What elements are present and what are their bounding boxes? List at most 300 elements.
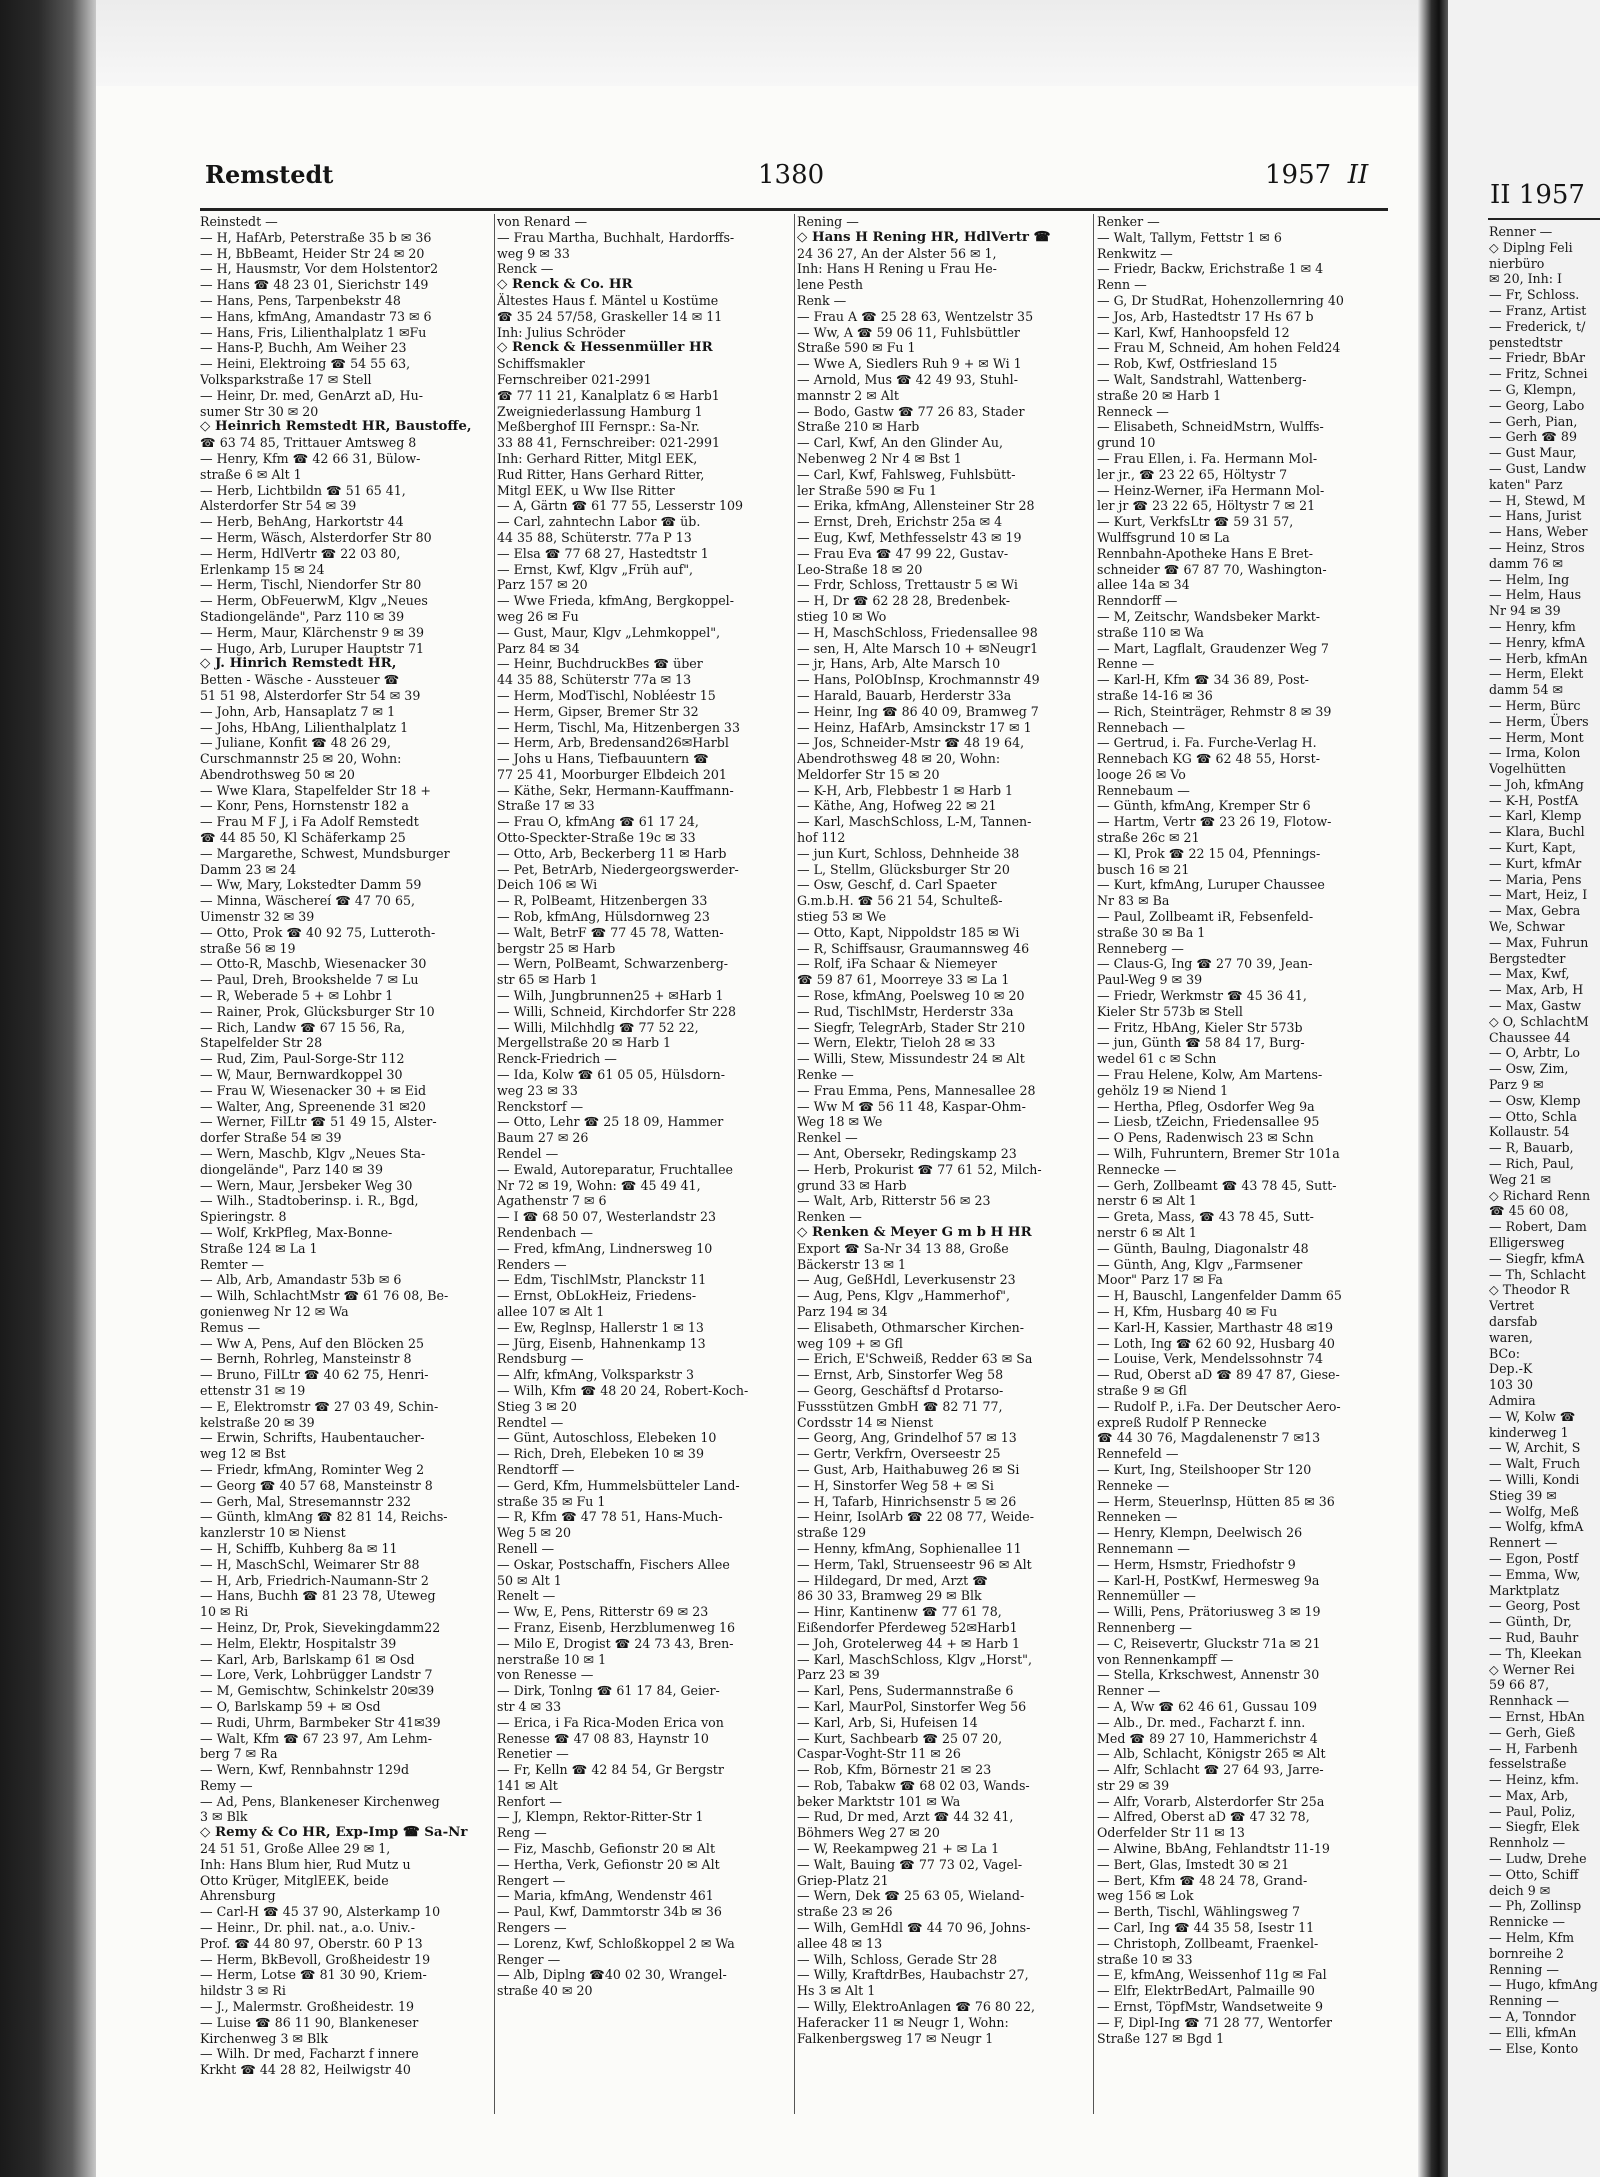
directory-entry: — Heinr, Ing ☎ 86 40 09, Bramweg 7	[797, 703, 1039, 719]
directory-entry: — Gerh, Pian,	[1489, 413, 1578, 429]
directory-entry: bornreihe 2	[1489, 1945, 1564, 1961]
book-edge-dark	[0, 0, 96, 2177]
directory-entry: Renne —	[1097, 656, 1155, 672]
directory-entry: — Henry, kfm	[1489, 618, 1576, 634]
directory-entry: Inh: Julius Schröder	[497, 324, 626, 340]
directory-entry: waren,	[1489, 1329, 1533, 1345]
directory-entry: — Ww A, Pens, Auf den Blöcken 25	[200, 1335, 425, 1351]
directory-entry: ler Straße 590 ✉ Fu 1	[797, 482, 938, 498]
directory-entry: Renneken —	[1097, 1509, 1178, 1525]
directory-entry: — Ew, Reglnsp, Hallerstr 1 ✉ 13	[497, 1319, 704, 1335]
directory-entry: — Wilh., Stadtoberinsp. i. R., Bgd,	[200, 1193, 419, 1209]
directory-entry: — Karl, MaschSchloss, L-M, Tannen-	[797, 814, 1032, 830]
directory-entry: — Erich, E'Schweiß, Redder 63 ✉ Sa	[797, 1351, 1033, 1367]
directory-entry: ◇ Remy & Co HR, Exp-Imp ☎ Sa-Nr	[200, 1825, 468, 1841]
directory-entry: — sen, H, Alte Marsch 10 + ✉Neugr1	[797, 640, 1039, 656]
directory-entry: Renckstorf —	[497, 1098, 584, 1114]
directory-entry: — Herm, Übers	[1489, 713, 1589, 729]
directory-entry: Betten - Wäsche - Aussteuer ☎	[200, 672, 400, 688]
directory-entry: Renker —	[1097, 214, 1160, 229]
directory-entry: — Wilh, Jungbrunnen25 + ✉Harb 1	[497, 988, 724, 1004]
directory-entry: — Jos, Arb, Hastedtstr 17 Hs 67 b	[1097, 308, 1314, 324]
directory-entry: Bergstedter	[1489, 950, 1566, 966]
directory-entry: — H, Dr ☎ 62 28 28, Bredenbek-	[797, 593, 1011, 609]
directory-entry: — Heinr, BuchdruckBes ☎ über	[497, 656, 703, 672]
directory-entry: Haferacker 11 ✉ Neugr 1, Wohn:	[797, 2014, 1009, 2030]
directory-entry: — Friedr, BbAr	[1489, 350, 1585, 366]
directory-entry: straße 26c ✉ 21	[1097, 830, 1200, 846]
directory-entry: ☎ 77 11 21, Kanalplatz 6 ✉ Harb1	[497, 387, 720, 403]
directory-entry: stieg 53 ✉ We	[797, 909, 887, 925]
directory-entry: Fussstützen GmbH ☎ 82 71 77,	[797, 1398, 1003, 1414]
year-volume	[1265, 160, 1368, 200]
directory-entry: — Maria, Pens	[1489, 871, 1582, 887]
directory-entry: — Herb, BehAng, Harkortstr 44	[200, 514, 404, 530]
directory-entry: — Kurt, Ing, Steilshooper Str 120	[1097, 1461, 1312, 1477]
directory-entry: Caspar-Voght-Str 11 ✉ 26	[797, 1746, 961, 1762]
directory-entry: — Ernst, TöpfMstr, Wandsetweite 9	[1097, 1999, 1324, 2015]
directory-column-3	[797, 214, 1097, 2134]
directory-entry: Admira	[1489, 1392, 1536, 1408]
directory-entry: — Karl-H, Kassier, Marthastr 48 ✉19	[1097, 1319, 1334, 1335]
directory-entry: Schiffsmakler	[497, 356, 585, 372]
directory-entry: — Fred, kfmAng, Lindnersweg 10	[497, 1240, 713, 1256]
directory-entry: Agathenstr 7 ✉ 6	[497, 1193, 607, 1209]
directory-entry: — Margarethe, Schwest, Mundsburger	[200, 845, 450, 861]
directory-entry: Med ☎ 89 27 10, Hammerichstr 4	[1097, 1730, 1318, 1746]
directory-entry: — Hans, Fris, Lilienthalplatz 1 ✉Fu	[200, 324, 427, 340]
directory-entry: — Heinz-Werner, iFa Hermann Mol-	[1097, 482, 1325, 498]
directory-entry: str 4 ✉ 33	[497, 1698, 562, 1714]
directory-entry: — Helm, Ing	[1489, 571, 1570, 587]
directory-entry: Nr 72 ✉ 19, Wohn: ☎ 45 49 41,	[497, 1177, 701, 1193]
directory-entry: — Lorenz, Kwf, Schloßkoppel 2 ✉ Wa	[497, 1935, 735, 1951]
directory-entry: von Renesse —	[497, 1667, 594, 1683]
directory-entry: — Walt, Sandstrahl, Wattenberg-	[1097, 371, 1307, 387]
directory-entry: ☎ 44 30 76, Magdalenenstr 7 ✉13	[1097, 1430, 1321, 1446]
directory-entry: Paul-Weg 9 ✉ 39	[1097, 972, 1203, 988]
directory-entry: — H, MaschSchloss, Friedensallee 98	[797, 624, 1038, 640]
directory-entry: Weg 18 ✉ We	[797, 1114, 883, 1130]
directory-entry: — Herm, Bürc	[1489, 697, 1581, 713]
directory-entry: — Joh, Grotelerweg 44 + ✉ Harb 1	[797, 1635, 1021, 1651]
directory-entry: Stieg 39 ✉	[1489, 1487, 1557, 1503]
directory-entry: schneider ☎ 67 87 70, Washington-	[1097, 561, 1327, 577]
directory-entry: — Wilh, GemHdl ☎ 44 70 96, Johns-	[797, 1920, 1031, 1936]
directory-entry: — Siegfr, TelegrArb, Stader Str 210	[797, 1019, 1026, 1035]
directory-entry: Spieringstr. 8	[200, 1209, 287, 1225]
directory-entry: — R, Schiffsausr, Graumannsweg 46	[797, 940, 1030, 956]
directory-entry: Böhmers Weg 27 ✉ 20	[797, 1825, 940, 1841]
directory-entry: — John, Arb, Hansaplatz 7 ✉ 1	[200, 703, 396, 719]
directory-entry: — Rud, Zim, Paul-Sorge-Str 112	[200, 1051, 405, 1067]
directory-entry: — Wilh, SchlachtMstr ☎ 61 76 08, Be-	[200, 1288, 449, 1304]
directory-entry: — Rob, Kwf, Ostfriesland 15	[1097, 356, 1278, 372]
directory-entry: — Herm, Lotse ☎ 81 30 90, Kriem-	[200, 1967, 427, 1983]
top-margin	[96, 0, 1418, 86]
directory-entry: straße 30 ✉ Ba 1	[1097, 924, 1206, 940]
directory-entry: — Erwin, Schrifts, Haubentaucher-	[200, 1430, 425, 1446]
directory-entry: — Herm, Gipser, Bremer Str 32	[497, 703, 699, 719]
directory-entry: ☎ 59 87 61, Moorreye 33 ✉ La 1	[797, 972, 1010, 988]
directory-entry: — Fritz, Schnei	[1489, 366, 1588, 382]
directory-entry: Vogelhütten	[1489, 761, 1566, 777]
directory-entry: — Hugo, kfmAng	[1489, 1977, 1598, 1993]
directory-entry: — Ww, E, Pens, Ritterstr 69 ✉ 23	[497, 1604, 709, 1620]
directory-entry: — Eug, Kwf, Methfesselstr 43 ✉ 19	[797, 529, 1022, 545]
directory-entry: wedel 61 c ✉ Schn	[1097, 1051, 1217, 1067]
directory-entry: — H, Kfm, Husbarg 40 ✉ Fu	[1097, 1303, 1278, 1319]
directory-entry: — Frau O, kfmAng ☎ 61 17 24,	[497, 814, 699, 830]
directory-entry: — Walt, Bauing ☎ 77 73 02, Vagel-	[797, 1856, 1023, 1872]
directory-entry: — Jürg, Eisenb, Hahnenkamp 13	[497, 1335, 706, 1351]
directory-entry: — Ernst, Dreh, Erichstr 25a ✉ 4	[797, 514, 1003, 530]
directory-entry: Ahrensburg	[200, 1888, 276, 1904]
directory-entry: Abendrothsweg 50 ✉ 20	[200, 766, 355, 782]
directory-entry: — Georg, Ang, Grindelhof 57 ✉ 13	[797, 1430, 1017, 1446]
directory-entry: — Max, Arb, H	[1489, 982, 1584, 998]
directory-entry: — A, Gärtn ☎ 61 77 55, Lesserstr 109	[497, 498, 744, 514]
directory-entry: — Rose, kfmAng, Poelsweg 10 ✉ 20	[797, 988, 1025, 1004]
directory-entry: — J., Malermstr. Großheidestr. 19	[200, 1999, 415, 2015]
directory-entry: — Frau Emma, Pens, Mannesallee 28	[797, 1082, 1036, 1098]
directory-entry: — L, Stellm, Glücksburger Str 20	[797, 861, 1010, 877]
directory-entry: ◇ Renck & Hessenmüller HR	[497, 340, 713, 356]
directory-entry: — Wilh, Kfm ☎ 48 20 24, Robert-Koch-	[497, 1382, 749, 1398]
directory-entry: — Karl, Pens, Sudermannstraße 6	[797, 1683, 1014, 1699]
directory-entry: — Wern, Maschb, Klgv „Neues Sta-	[200, 1146, 426, 1162]
directory-entry: Straße 17 ✉ 33	[497, 798, 595, 814]
directory-entry: Renell —	[497, 1540, 555, 1556]
directory-entry: — Otto, Schla	[1489, 1108, 1577, 1124]
directory-entry: — Herm, BkBevoll, Großheidestr 19	[200, 1951, 431, 1967]
directory-entry: — Günth, Dr,	[1489, 1614, 1572, 1630]
directory-entry: Straße 127 ✉ Bgd 1	[1097, 2030, 1225, 2046]
directory-entry: — C, Reisevertr, Gluckstr 71a ✉ 21	[1097, 1635, 1321, 1651]
directory-entry: — Alfred, Oberst aD ☎ 47 32 78,	[1097, 1809, 1310, 1825]
directory-entry: — Elli, kfmAn	[1489, 2024, 1577, 2040]
directory-entry: Weg 5 ✉ 20	[497, 1525, 572, 1541]
directory-entry: — Max, Gebra	[1489, 903, 1581, 919]
directory-entry: — Herb, Prokurist ☎ 77 61 52, Milch-	[797, 1161, 1042, 1177]
directory-entry: 44 35 88, Schüterstr. 77a P 13	[497, 529, 692, 545]
directory-entry: — Karl, Kwf, Hanhoopsfeld 12	[1097, 324, 1290, 340]
directory-entry: — Georg, Geschäftsf d Protarso-	[797, 1382, 1004, 1398]
directory-entry: — Rainer, Prok, Glücksburger Str 10	[200, 1003, 435, 1019]
directory-entry: Rendel —	[497, 1146, 559, 1162]
directory-entry: — Max, Arb,	[1489, 1787, 1569, 1803]
directory-entry: — Wilh. Dr med, Facharzt f innere	[200, 2046, 419, 2062]
directory-entry: Fernschreiber 021-2991	[497, 371, 652, 387]
directory-entry: Rennemüller —	[1097, 1588, 1196, 1604]
directory-entry: — Alb, Schlacht, Königstr 265 ✉ Alt	[1097, 1746, 1326, 1762]
directory-entry: — Hans ☎ 48 23 01, Sierichstr 149	[200, 277, 429, 293]
directory-entry: str 65 ✉ Harb 1	[497, 972, 598, 988]
directory-entry: Rendtel —	[497, 1414, 564, 1430]
directory-entry: Marktplatz	[1489, 1582, 1560, 1598]
directory-entry: — Wolf, KrkPfleg, Max-Bonne-	[200, 1225, 393, 1240]
directory-entry: weg 26 ✉ Fu	[497, 608, 579, 624]
directory-entry: — Käthe, Ang, Hofweg 22 ✉ 21	[797, 798, 997, 814]
directory-entry: nerstraße 10 ✉ 1	[497, 1651, 607, 1667]
directory-entry: straße 129	[797, 1525, 866, 1541]
directory-entry: — Gerh, Mal, Stresemannstr 232	[200, 1493, 412, 1509]
directory-entry: — Paul, Dreh, Brookshelde 7 ✉ Lu	[200, 972, 419, 988]
directory-entry: — H, Hausmstr, Vor dem Holstentor2	[200, 261, 439, 277]
directory-entry: — Johs u Hans, Tiefbauuntern ☎	[497, 751, 709, 767]
directory-entry: — Milo E, Drogist ☎ 24 73 43, Bren-	[497, 1635, 734, 1651]
directory-entry: — Frdr, Schloss, Trettaustr 5 ✉ Wi	[797, 577, 1018, 593]
directory-entry: Straße 124 ✉ La 1	[200, 1240, 318, 1256]
directory-entry: Renning —	[1489, 1993, 1559, 2009]
directory-entry: — Heinz, Dr, Prok, Sievekingdamm22	[200, 1619, 441, 1635]
facing-header-rule	[1488, 218, 1600, 220]
directory-entry: — Otto, Kapt, Nippoldstr 185 ✉ Wi	[797, 924, 1020, 940]
directory-entry: damm 76 ✉	[1489, 555, 1564, 571]
directory-entry: — Carl-H ☎ 45 37 90, Alsterkamp 10	[200, 1904, 441, 1920]
directory-entry: — Wwe Klara, Stapelfelder Str 18 +	[200, 782, 431, 798]
directory-entry: — Frau Eva ☎ 47 99 22, Gustav-	[797, 545, 1009, 561]
directory-entry: — Günt, Autoschloss, Elebeken 10	[497, 1430, 717, 1446]
directory-entry: — Helm, Elektr, Hospitalstr 39	[200, 1635, 397, 1651]
directory-entry: — Maria, kfmAng, Wendenstr 461	[497, 1888, 714, 1904]
directory-entry: — Karl-H, PostKwf, Hermesweg 9a	[1097, 1572, 1320, 1588]
directory-entry: — Aug, Pens, Klgv „Hammerhof",	[797, 1288, 1010, 1304]
directory-entry: Falkenbergsweg 17 ✉ Neugr 1	[797, 2030, 994, 2046]
directory-entry: — Hildegard, Dr med, Arzt ☎	[797, 1572, 988, 1588]
directory-entry: — Luise ☎ 86 11 90, Blankeneser	[200, 2014, 419, 2030]
directory-entry: — Wolfg, kfmA	[1489, 1519, 1584, 1535]
directory-entry: darsfab	[1489, 1313, 1538, 1329]
directory-entry: — Rich, Dreh, Elebeken 10 ✉ 39	[497, 1446, 704, 1462]
directory-entry: Baum 27 ✉ 26	[497, 1130, 589, 1146]
directory-entry: penstedtstr	[1489, 334, 1563, 350]
directory-entry: — Mart, Heiz, I	[1489, 887, 1588, 903]
directory-entry: — Käthe, Sekr, Hermann-Kauffmann-	[497, 782, 734, 798]
directory-entry: — Elisabeth, SchneidMstrn, Wulffs-	[1097, 419, 1324, 435]
directory-entry: — Aug, GeßHdl, Leverkusenstr 23	[797, 1272, 1016, 1288]
directory-entry: Straße 210 ✉ Harb	[797, 419, 920, 435]
directory-entry: Otto Krüger, MitglEEK, beide	[200, 1872, 389, 1888]
directory-entry: — O Pens, Radenwisch 23 ✉ Schn	[1097, 1130, 1314, 1146]
directory-entry: Remus —	[200, 1319, 261, 1335]
directory-entry: — Paul, Kwf, Dammtorstr 34b ✉ 36	[497, 1904, 722, 1920]
directory-entry: — Gertr, Verkfrn, Overseestr 25	[797, 1446, 1001, 1462]
directory-entry: katen" Parz	[1489, 476, 1563, 492]
directory-entry: — H, Tafarb, Hinrichsenstr 5 ✉ 26	[797, 1493, 1017, 1509]
directory-entry: Rennholz —	[1489, 1835, 1566, 1851]
directory-entry: — Rud, Oberst aD ☎ 89 47 87, Giese-	[1097, 1367, 1340, 1383]
directory-entry: — M, Gemischtw, Schinkelstr 20✉39	[200, 1683, 435, 1699]
directory-entry: — Rud, Dr med, Arzt ☎ 44 32 41,	[797, 1809, 1014, 1825]
directory-entry: ◇ Hans H Rening HR, HdlVertr ☎	[797, 229, 1051, 245]
directory-entry: — Herm, ObFeuerwM, Klgv „Neues	[200, 593, 428, 609]
directory-entry: — Hans, Weber	[1489, 524, 1588, 540]
directory-entry: — Herb, kfmAn	[1489, 650, 1588, 666]
directory-entry: — Hugo, Arb, Luruper Hauptstr 71	[200, 640, 424, 656]
directory-entry: — Willy, ElektroAnlagen ☎ 76 80 22,	[797, 1999, 1035, 2015]
directory-entry: Weg 21 ✉	[1489, 1171, 1552, 1187]
directory-entry: — Walt, Tallym, Fettstr 1 ✉ 6	[1097, 229, 1282, 245]
directory-entry: ler jr ☎ 23 22 65, Höltystr 7 ✉ 21	[1097, 498, 1316, 514]
header-rule	[200, 208, 1388, 211]
directory-entry: Rennhack —	[1489, 1693, 1570, 1709]
directory-entry: hildstr 3 ✉ Ri	[200, 1983, 286, 1999]
directory-entry: Parz 9 ✉	[1489, 1077, 1544, 1093]
directory-entry: Renkel —	[797, 1130, 858, 1146]
directory-entry: Renneke —	[1097, 1477, 1170, 1493]
directory-entry: — Else, Konto	[1489, 2040, 1579, 2056]
directory-entry: — Fiz, Maschb, Gefionstr 20 ✉ Alt	[497, 1841, 716, 1857]
directory-entry: — Otto-R, Maschb, Wiesenacker 30	[200, 956, 427, 972]
directory-entry: Rennebach —	[1097, 719, 1185, 735]
directory-entry: — H, Schiffb, Kuhberg 8a ✉ 11	[200, 1540, 398, 1556]
directory-entry: Renn —	[1097, 277, 1147, 293]
directory-entry: — Wilh, Fuhruntern, Bremer Str 101a	[1097, 1146, 1340, 1162]
directory-entry: Moor" Parz 17 ✉ Fa	[1097, 1272, 1223, 1288]
directory-entry: — Ludw, Drehe	[1489, 1851, 1587, 1867]
directory-entry: — Walter, Ang, Spreenende 31 ✉20	[200, 1098, 426, 1114]
directory-entry: — Otto, Prok ☎ 40 92 75, Lutteroth-	[200, 924, 436, 940]
directory-entry: Bäckerstr 13 ✉ 1	[797, 1256, 907, 1272]
directory-entry: — Ernst, ObLokHeiz, Friedens-	[497, 1288, 697, 1304]
directory-entry: sumer Str 30 ✉ 20	[200, 403, 319, 419]
directory-entry: — H, HafArb, Peterstraße 35 b ✉ 36	[200, 229, 432, 245]
directory-entry: — Wern, Maur, Jersbeker Weg 30	[200, 1177, 413, 1193]
directory-entry: — Fr, Kelln ☎ 42 84 54, Gr Bergstr	[497, 1762, 724, 1778]
directory-entry: — H, Farbenh	[1489, 1740, 1578, 1756]
directory-entry: straße 110 ✉ Wa	[1097, 624, 1204, 640]
directory-entry: Rendenbach —	[497, 1225, 594, 1240]
directory-entry: Nr 94 ✉ 39	[1489, 603, 1561, 619]
directory-entry: diongelände", Parz 140 ✉ 39	[200, 1161, 383, 1177]
directory-entry: Stadiongelände", Parz 110 ✉ 39	[200, 608, 405, 624]
directory-entry: Mergellstraße 20 ✉ Harb 1	[497, 1035, 672, 1051]
directory-entry: — Rolf, iFa Schaar & Niemeyer	[797, 956, 997, 972]
directory-entry: Straße 590 ✉ Fu 1	[797, 340, 916, 356]
directory-entry: Dep.-K	[1489, 1361, 1533, 1377]
directory-entry: — Ant, Obersekr, Redingskamp 23	[797, 1146, 1017, 1162]
directory-entry: — Heinz, kfm.	[1489, 1772, 1580, 1788]
directory-entry: — Rob, Tabakw ☎ 68 02 03, Wands-	[797, 1777, 1030, 1793]
directory-entry: — Elfr, ElektrBedArt, Palmaille 90	[1097, 1983, 1315, 1999]
directory-entry: — Hans, Pens, Tarpenbekstr 48	[200, 292, 401, 308]
directory-entry: Renk —	[797, 292, 847, 308]
directory-entry: Reinstedt —	[200, 214, 278, 229]
directory-entry: Rennbahn-Apotheke Hans E Bret-	[1097, 545, 1313, 561]
directory-entry: straße 40 ✉ 20	[497, 1983, 593, 1999]
directory-entry: — Franz, Eisenb, Herzblumenweg 16	[497, 1619, 736, 1635]
directory-entry: — W, Archit, S	[1489, 1440, 1581, 1456]
directory-entry: Export ☎ Sa-Nr 34 13 88, Große	[797, 1240, 1009, 1256]
directory-entry: Inh: Hans H Rening u Frau He-	[797, 261, 997, 277]
directory-entry: — H, Bauschl, Langenfelder Damm 65	[1097, 1288, 1342, 1304]
directory-entry: — Herm, Mont	[1489, 729, 1584, 745]
directory-entry: — Gertrud, i. Fa. Furche-Verlag H.	[1097, 735, 1317, 751]
directory-entry: kanzlerstr 10 ✉ Nienst	[200, 1525, 346, 1541]
directory-entry: — Fritz, HbAng, Kieler Str 573b	[1097, 1019, 1303, 1035]
directory-entry: — Konr, Pens, Hornstenstr 182 a	[200, 798, 409, 814]
directory-entry: ◇ Renck & Co. HR	[497, 277, 633, 293]
directory-entry: — Rud, Bauhr	[1489, 1629, 1579, 1645]
directory-entry: grund 10	[1097, 435, 1156, 451]
directory-entry: Renneberg —	[1097, 940, 1184, 956]
directory-entry: ◇ Heinrich Remstedt HR, Baustoffe,	[200, 419, 472, 435]
directory-entry: — Henny, kfmAng, Sophienallee 11	[797, 1540, 1022, 1556]
directory-entry: allee 48 ✉ 13	[797, 1935, 883, 1951]
directory-entry: Renck —	[497, 261, 554, 277]
directory-entry: — Bert, Glas, Imstedt 30 ✉ 21	[1097, 1856, 1290, 1872]
directory-entry: weg 156 ✉ Lok	[1097, 1888, 1194, 1904]
directory-entry: — Willi, Pens, Prätoriusweg 3 ✉ 19	[1097, 1604, 1321, 1620]
directory-entry: Elligersweg	[1489, 1235, 1565, 1250]
directory-entry: Stieg 3 ✉ 20	[497, 1398, 577, 1414]
directory-entry: — Ida, Kolw ☎ 61 05 05, Hülsdorn-	[497, 1067, 726, 1083]
directory-entry: Griep-Platz 21	[797, 1872, 889, 1888]
directory-entry: — H, Sinstorfer Weg 58 + ✉ Si	[797, 1477, 994, 1493]
directory-entry: ✉ 20, Inh: I	[1489, 271, 1563, 287]
directory-entry: — Heinz, Stros	[1489, 539, 1585, 555]
directory-entry: — W, Reekampweg 21 + ✉ La 1	[797, 1841, 1000, 1857]
directory-entry: — Heinr, Dr. med, GenArzt aD, Hu-	[200, 387, 423, 403]
directory-entry: — Henry, Kfm ☎ 42 66 31, Bülow-	[200, 450, 421, 466]
directory-entry: — Wwe A, Siedlers Ruh 9 + ✉ Wi 1	[797, 356, 1022, 372]
directory-entry: — Alb, Arb, Amandastr 53b ✉ 6	[200, 1272, 402, 1288]
directory-entry: — jun Kurt, Schloss, Dehnheide 38	[797, 845, 1020, 861]
running-head-surname: Remstedt	[205, 160, 334, 189]
directory-entry: — Otto, Lehr ☎ 25 18 09, Hammer	[497, 1114, 724, 1130]
directory-entry: nierbüro	[1489, 255, 1545, 271]
directory-entry: mannstr 2 ✉ Alt	[797, 387, 899, 403]
directory-entry: — Heini, Elektroing ☎ 54 55 63,	[200, 356, 411, 372]
directory-entry: Prof. ☎ 44 80 97, Oberstr. 60 P 13	[200, 1935, 423, 1951]
directory-entry: — R, Bauarb,	[1489, 1140, 1574, 1156]
directory-entry: — Carl, Kwf, Fahlsweg, Fuhlsbütt-	[797, 466, 1016, 482]
directory-entry: — Kurt, kfmAng, Luruper Chaussee	[1097, 877, 1325, 893]
directory-entry: Rennert —	[1489, 1535, 1558, 1551]
directory-entry: — Frau A ☎ 25 28 63, Wentzelstr 35	[797, 308, 1034, 324]
directory-entry: — Kurt, Kapt,	[1489, 840, 1576, 856]
directory-entry: — Bruno, FilLtr ☎ 40 62 75, Henri-	[200, 1367, 429, 1383]
directory-entry: — Egon, Postf	[1489, 1550, 1579, 1566]
directory-entry: — Otto, Arb, Beckerberg 11 ✉ Harb	[497, 845, 727, 861]
directory-entry: — Ernst, HbAn	[1489, 1708, 1585, 1724]
directory-entry: Renders —	[497, 1256, 567, 1272]
page-number: 1380	[758, 160, 825, 190]
directory-entry: — Ww, Mary, Lokstedter Damm 59	[200, 877, 422, 893]
directory-entry: ◇ J. Hinrich Remstedt HR,	[200, 656, 397, 672]
directory-entry: — H, Stewd, M	[1489, 492, 1586, 508]
directory-entry: — R, PolBeamt, Hitzenbergen 33	[497, 893, 708, 909]
directory-entry: allee 14a ✉ 34	[1097, 577, 1190, 593]
directory-entry: Zweigniederlassung Hamburg 1	[497, 403, 703, 419]
directory-entry: — Joh, kfmAng	[1489, 776, 1584, 792]
directory-entry: — Rich, Paul,	[1489, 1156, 1574, 1172]
directory-entry: — R, Kfm ☎ 47 78 51, Hans-Much-	[497, 1509, 723, 1525]
directory-entry: Cordsstr 14 ✉ Nienst	[797, 1414, 934, 1430]
directory-entry: — Klara, Buchl	[1489, 824, 1585, 840]
directory-entry: — Minna, Wäschereí ☎ 47 70 65,	[200, 893, 415, 909]
directory-entry: — Gust Maur,	[1489, 445, 1577, 461]
directory-entry: — Lore, Verk, Lohbrügger Landstr 7	[200, 1667, 433, 1683]
directory-entry: Ältestes Haus f. Mäntel u Kostüme	[497, 292, 719, 308]
directory-entry: — Rich, Landw ☎ 67 15 56, Ra,	[200, 1019, 406, 1035]
directory-entry: — Arnold, Mus ☎ 42 49 93, Stuhl-	[797, 371, 1018, 387]
directory-entry: ◇ Werner Rei	[1489, 1661, 1575, 1677]
directory-entry: — Ph, Zollinsp	[1489, 1898, 1582, 1914]
directory-entry: — Karl, MaurPol, Sinstorfer Weg 56	[797, 1698, 1027, 1714]
directory-entry: — Willy, KraftdrBes, Haubachstr 27,	[797, 1967, 1029, 1983]
